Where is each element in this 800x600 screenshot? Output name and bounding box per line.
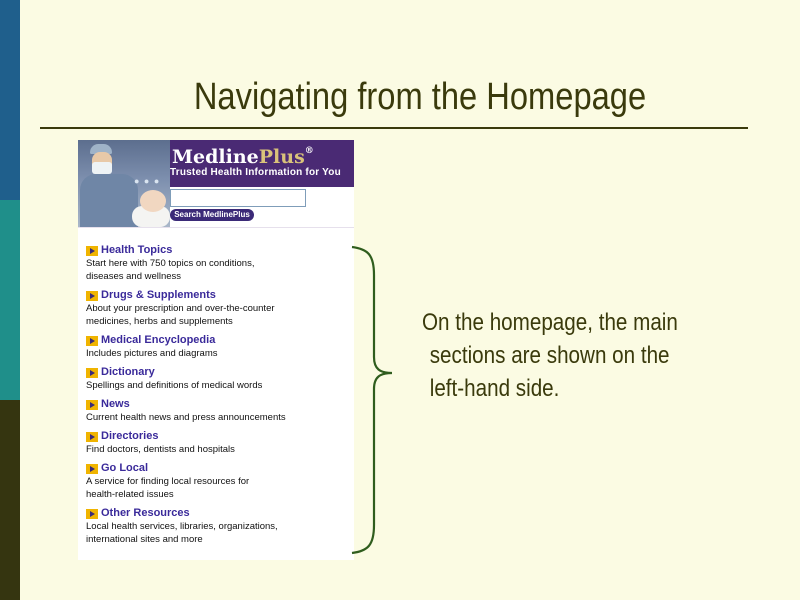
baby-head [140, 190, 166, 212]
doctor-body [80, 174, 138, 227]
topic-item [86, 366, 352, 392]
topic-description: Start here with 750 topics on conditions, [86, 258, 255, 269]
topic-link[interactable]: Drugs & Supplements [101, 289, 216, 301]
tagline: Trusted Health Information for You [170, 167, 341, 178]
arrow-icon [86, 291, 98, 301]
topic-header [86, 462, 352, 475]
arrow-icon [86, 509, 98, 519]
arrow-icon [86, 336, 98, 346]
topic-item [86, 507, 352, 546]
topic-item [86, 462, 352, 501]
topic-description: health-related issues [86, 489, 174, 500]
topic-description: Find doctors, dentists and hospitals [86, 444, 235, 455]
slide-title: Navigating from the Homepage [193, 76, 647, 118]
topic-header [86, 334, 352, 347]
side-bar-teal [0, 200, 20, 400]
doctor-photo [78, 140, 170, 227]
topic-description: Includes pictures and diagrams [86, 348, 218, 359]
search-button[interactable]: Search MedlinePlus [170, 209, 254, 221]
topic-header [86, 507, 352, 520]
topic-link[interactable]: Directories [101, 430, 159, 442]
caption-line-3: left-hand side. [429, 375, 560, 402]
topic-item [86, 289, 352, 328]
caption-line-1: On the homepage, the main [422, 309, 678, 336]
topic-header [86, 398, 352, 411]
topic-link[interactable]: Medical Encyclopedia [101, 334, 216, 346]
title-underline [40, 127, 748, 129]
arrow-icon [86, 464, 98, 474]
topic-description: medicines, herbs and supplements [86, 316, 233, 327]
curly-brace [350, 245, 398, 557]
topic-description: About your prescription and over-the-counter [86, 303, 275, 314]
topic-link[interactable]: Go Local [101, 462, 149, 474]
topic-link[interactable]: Dictionary [101, 366, 155, 378]
topic-description: Local health services, libraries, organizations, [86, 521, 278, 532]
topic-link[interactable]: Health Topics [101, 244, 173, 256]
search-input[interactable] [170, 189, 306, 207]
caption-line-2: sections are shown on the [429, 342, 670, 369]
caption-text [422, 306, 706, 405]
topic-header [86, 366, 352, 379]
surgical-mask [92, 162, 112, 174]
topic-description: A service for finding local resources for [86, 476, 250, 487]
topic-header [86, 244, 352, 257]
topic-item [86, 430, 352, 456]
topic-link[interactable]: Other Resources [101, 507, 190, 519]
topic-list [86, 244, 352, 546]
medlineplus-screenshot [78, 140, 354, 560]
topic-link[interactable]: News [101, 398, 130, 410]
medlineplus-logo[interactable]: MedlinePlus® [172, 146, 314, 168]
topic-header [86, 289, 352, 302]
topic-description: diseases and wellness [86, 271, 182, 282]
decorative-dots: ● ● ● [134, 176, 161, 186]
topic-description: international sites and more [86, 534, 203, 545]
topic-header [86, 430, 352, 443]
topic-item [86, 244, 352, 283]
side-bar-olive [0, 400, 20, 600]
arrow-icon [86, 246, 98, 256]
side-bar-blue [0, 0, 20, 200]
arrow-icon [86, 368, 98, 378]
topic-description: Spellings and definitions of medical words [86, 380, 263, 391]
arrow-icon [86, 432, 98, 442]
arrow-icon [86, 400, 98, 410]
topic-item [86, 334, 352, 360]
topic-description: Current health news and press announcements [86, 412, 286, 423]
topic-item [86, 398, 352, 424]
